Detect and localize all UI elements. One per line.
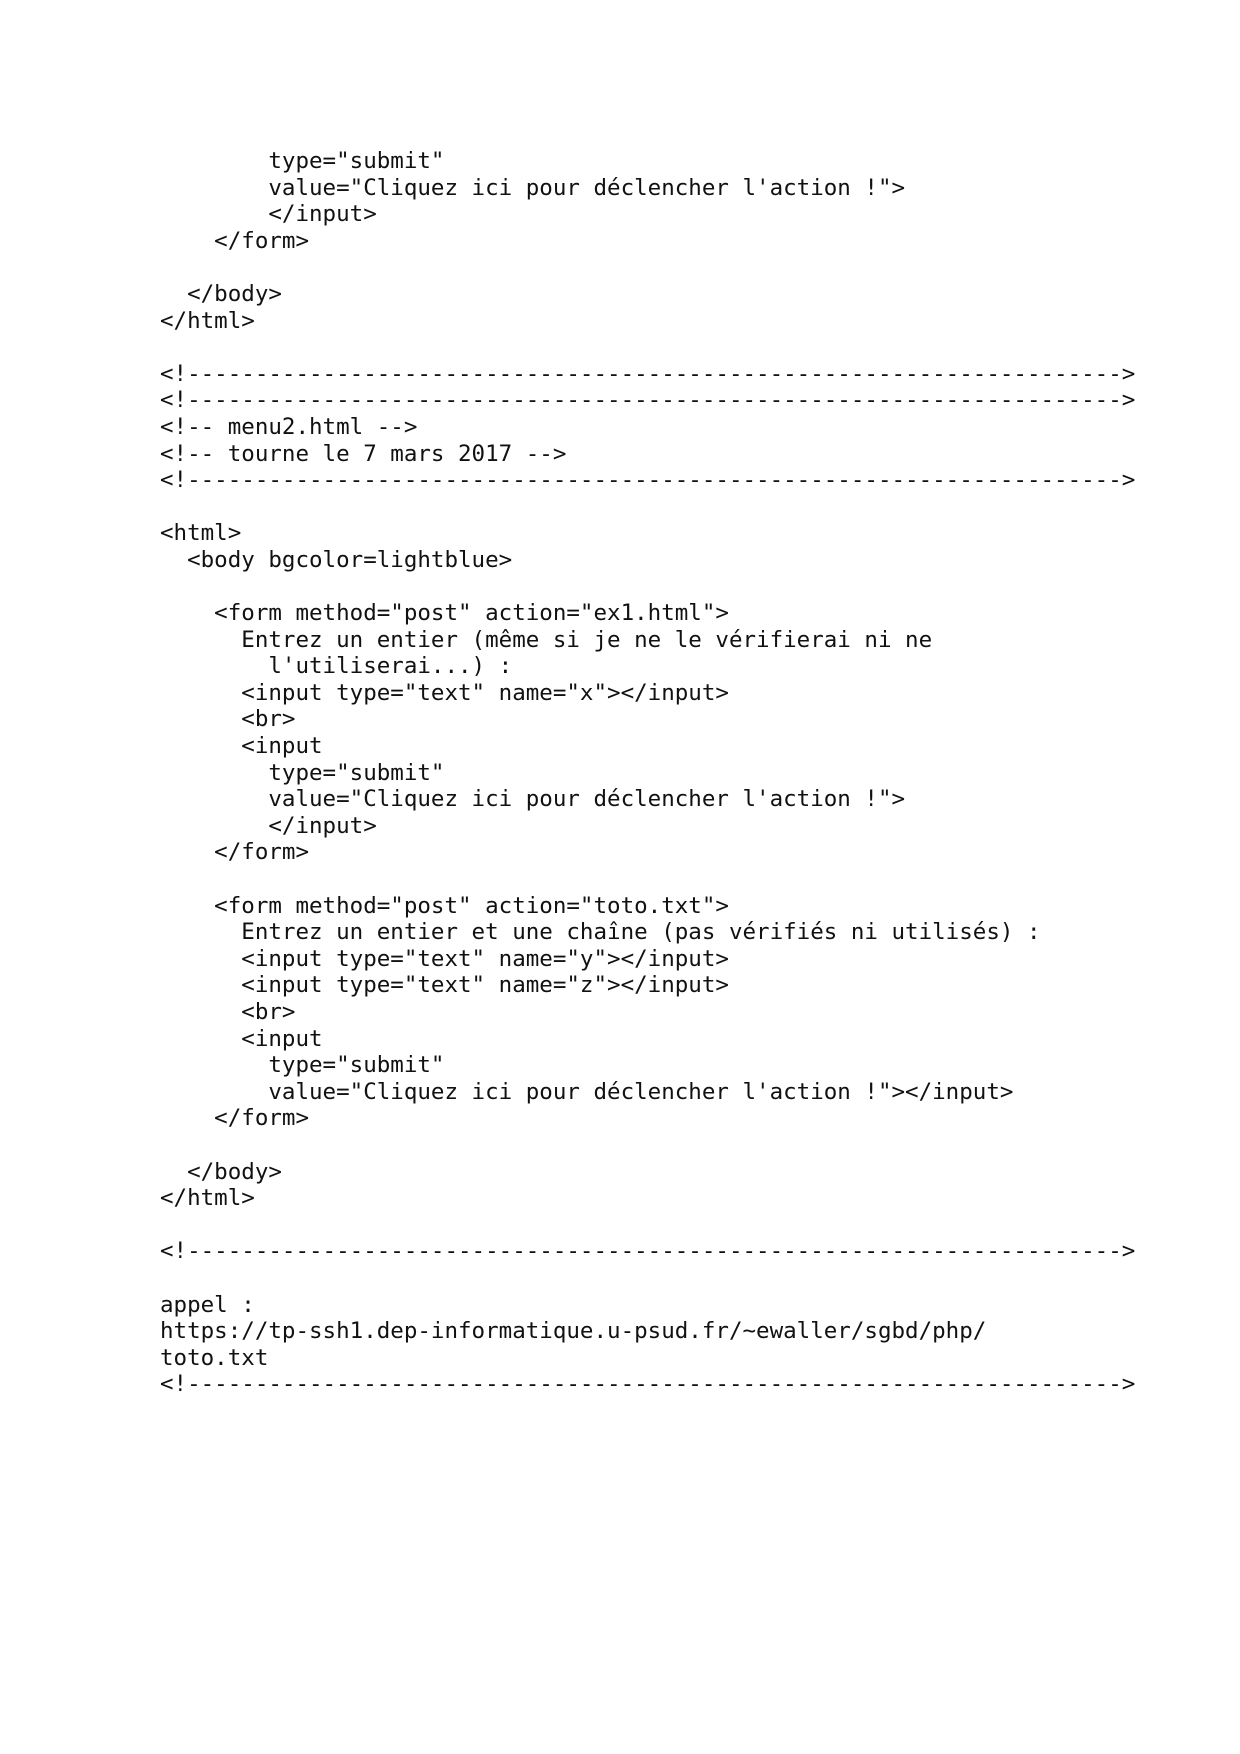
code-line: Entrez un entier et une chaîne (pas vérifiés ni utilisés) :: [160, 919, 1041, 946]
code-line: [160, 574, 1135, 601]
code-line: [160, 866, 1135, 893]
code-line: https://tp-ssh1.dep-informatique.u-psud.fr/~ewaller/sgbd/php/: [160, 1318, 987, 1345]
code-listing: [160, 148, 1135, 1398]
code-line: <!--------------------------------------------------------------------->: [160, 1238, 1136, 1265]
code-line: toto.txt: [160, 1344, 269, 1371]
code-line: <input type="text" name="x"></input>: [160, 679, 729, 706]
code-line: appel :: [160, 1291, 255, 1318]
code-line: <input: [160, 1025, 323, 1052]
code-line: type="submit": [160, 148, 445, 174]
code-line: </form>: [160, 839, 310, 866]
code-line: <html>: [160, 520, 242, 547]
code-line: <form method="post" action="toto.txt">: [160, 892, 729, 919]
code-line: <br>: [160, 999, 296, 1025]
code-line: Entrez un entier (même si je ne le vérifierai ni ne: [160, 626, 933, 653]
code-line: </input>: [160, 201, 377, 228]
code-line: <!--------------------------------------------------------------------->: [160, 387, 1136, 414]
code-line: <input type="text" name="y"></input>: [160, 945, 729, 972]
code-line: type="submit": [160, 1052, 445, 1079]
code-line: value="Cliquez ici pour déclencher l'action !"></input>: [160, 1078, 1014, 1105]
code-line: value="Cliquez ici pour déclencher l'action !">: [160, 174, 906, 201]
code-line: value="Cliquez ici pour déclencher l'action !">: [160, 786, 906, 813]
code-line: <!--------------------------------------------------------------------->: [160, 360, 1136, 387]
code-line: <!--------------------------------------------------------------------->: [160, 1371, 1136, 1398]
code-line: <!-- tourne le 7 mars 2017 -->: [160, 440, 567, 467]
code-line: l'utiliserai...) :: [160, 653, 513, 680]
code-line: </form>: [160, 1105, 310, 1132]
code-line: </html>: [160, 1185, 255, 1212]
code-line: [160, 494, 1135, 521]
code-line: [160, 1132, 1135, 1159]
code-line: </html>: [160, 307, 255, 334]
code-line: </body>: [160, 280, 282, 307]
code-line: </body>: [160, 1158, 282, 1185]
code-line: [160, 1212, 1135, 1239]
code-line: [160, 254, 1135, 281]
code-line: <form method="post" action="ex1.html">: [160, 600, 729, 627]
code-line: <body bgcolor=lightblue>: [160, 546, 513, 573]
code-line: <input type="text" name="z"></input>: [160, 972, 729, 999]
code-line: <input: [160, 733, 323, 760]
code-line: <!--------------------------------------------------------------------->: [160, 467, 1136, 494]
code-line: <!-- menu2.html -->: [160, 413, 418, 440]
code-line: <br>: [160, 706, 296, 733]
code-line: </input>: [160, 812, 377, 839]
code-line: [160, 334, 1135, 361]
code-line: </form>: [160, 227, 310, 254]
code-line: [160, 1265, 1135, 1292]
code-line: type="submit": [160, 759, 445, 786]
